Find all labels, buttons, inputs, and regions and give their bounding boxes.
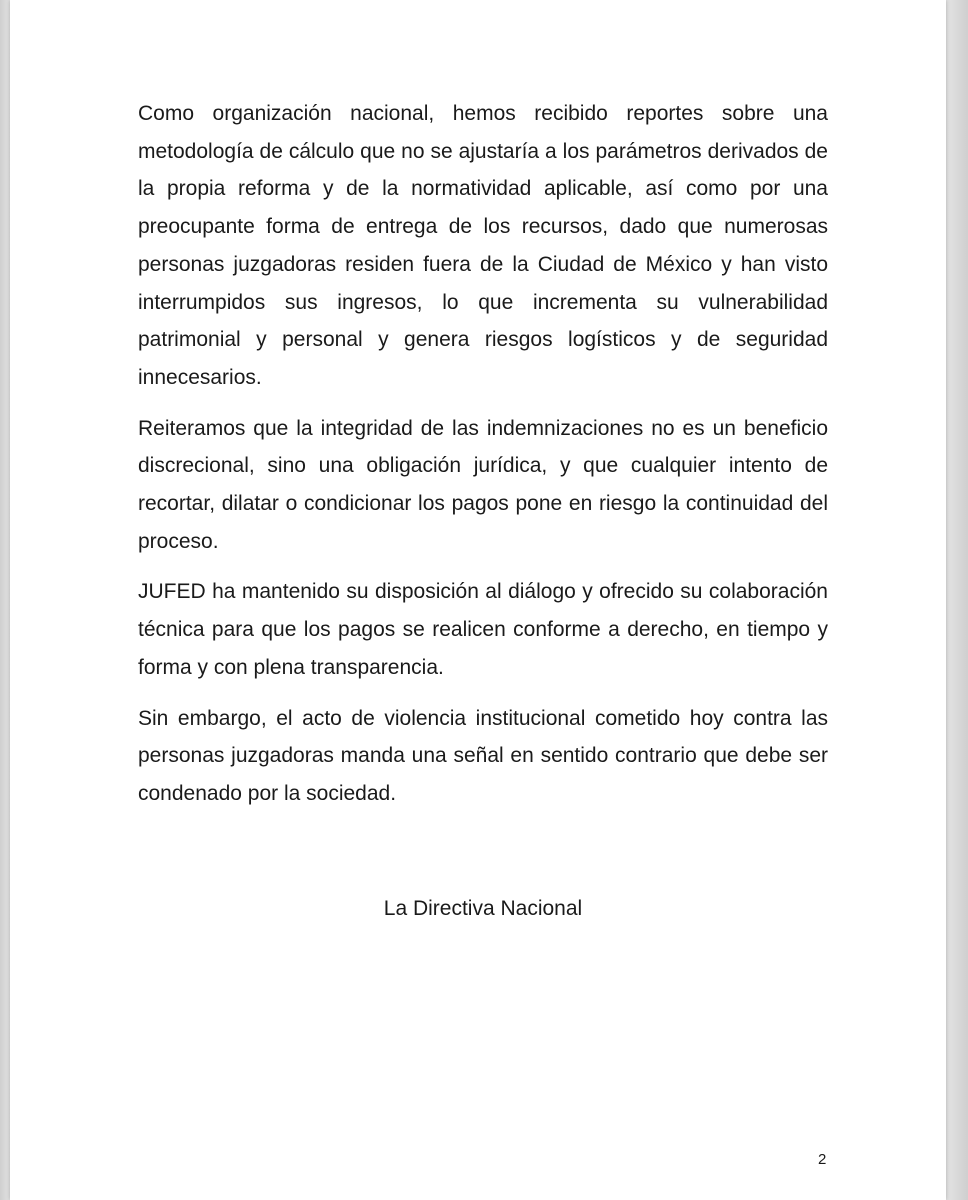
- document-body: [138, 95, 828, 826]
- page-number: 2: [818, 1151, 827, 1168]
- paragraph-1: Como organización nacional, hemos recibido reportes sobre una metodología de cálculo que no se ajustaría a los parámetros derivados de la propia reforma y de la normatividad aplicable, así como por una preocupante forma de entrega de los recursos, dado que numerosas personas juzgadoras residen fuera de la Ciudad de México y han visto interrumpidos sus ingresos, lo que incrementa su vulnerabilidad patrimonial y personal y genera riesgos logísticos y de seguridad innecesarios.: [138, 102, 828, 389]
- paragraph-3: JUFED ha mantenido su disposición al diálogo y ofrecido su colaboración técnica para que los pagos se realicen conforme a derecho, en tiempo y forma y con plena transparencia.: [138, 580, 828, 679]
- paragraph-2: Reiteramos que la integridad de las indemnizaciones no es un beneficio discrecional, sino una obligación jurídica, y que cualquier intento de recortar, dilatar o condicionar los pagos pone en riesgo la continuidad del proceso.: [138, 416, 828, 553]
- signature-line: La Directiva Nacional: [383, 897, 583, 920]
- paragraph-4: Sin embargo, el acto de violencia institucional cometido hoy contra las personas juzgadoras manda una señal en sentido contrario que debe ser condenado por la sociedad.: [138, 706, 828, 805]
- document-page: [10, 0, 946, 1200]
